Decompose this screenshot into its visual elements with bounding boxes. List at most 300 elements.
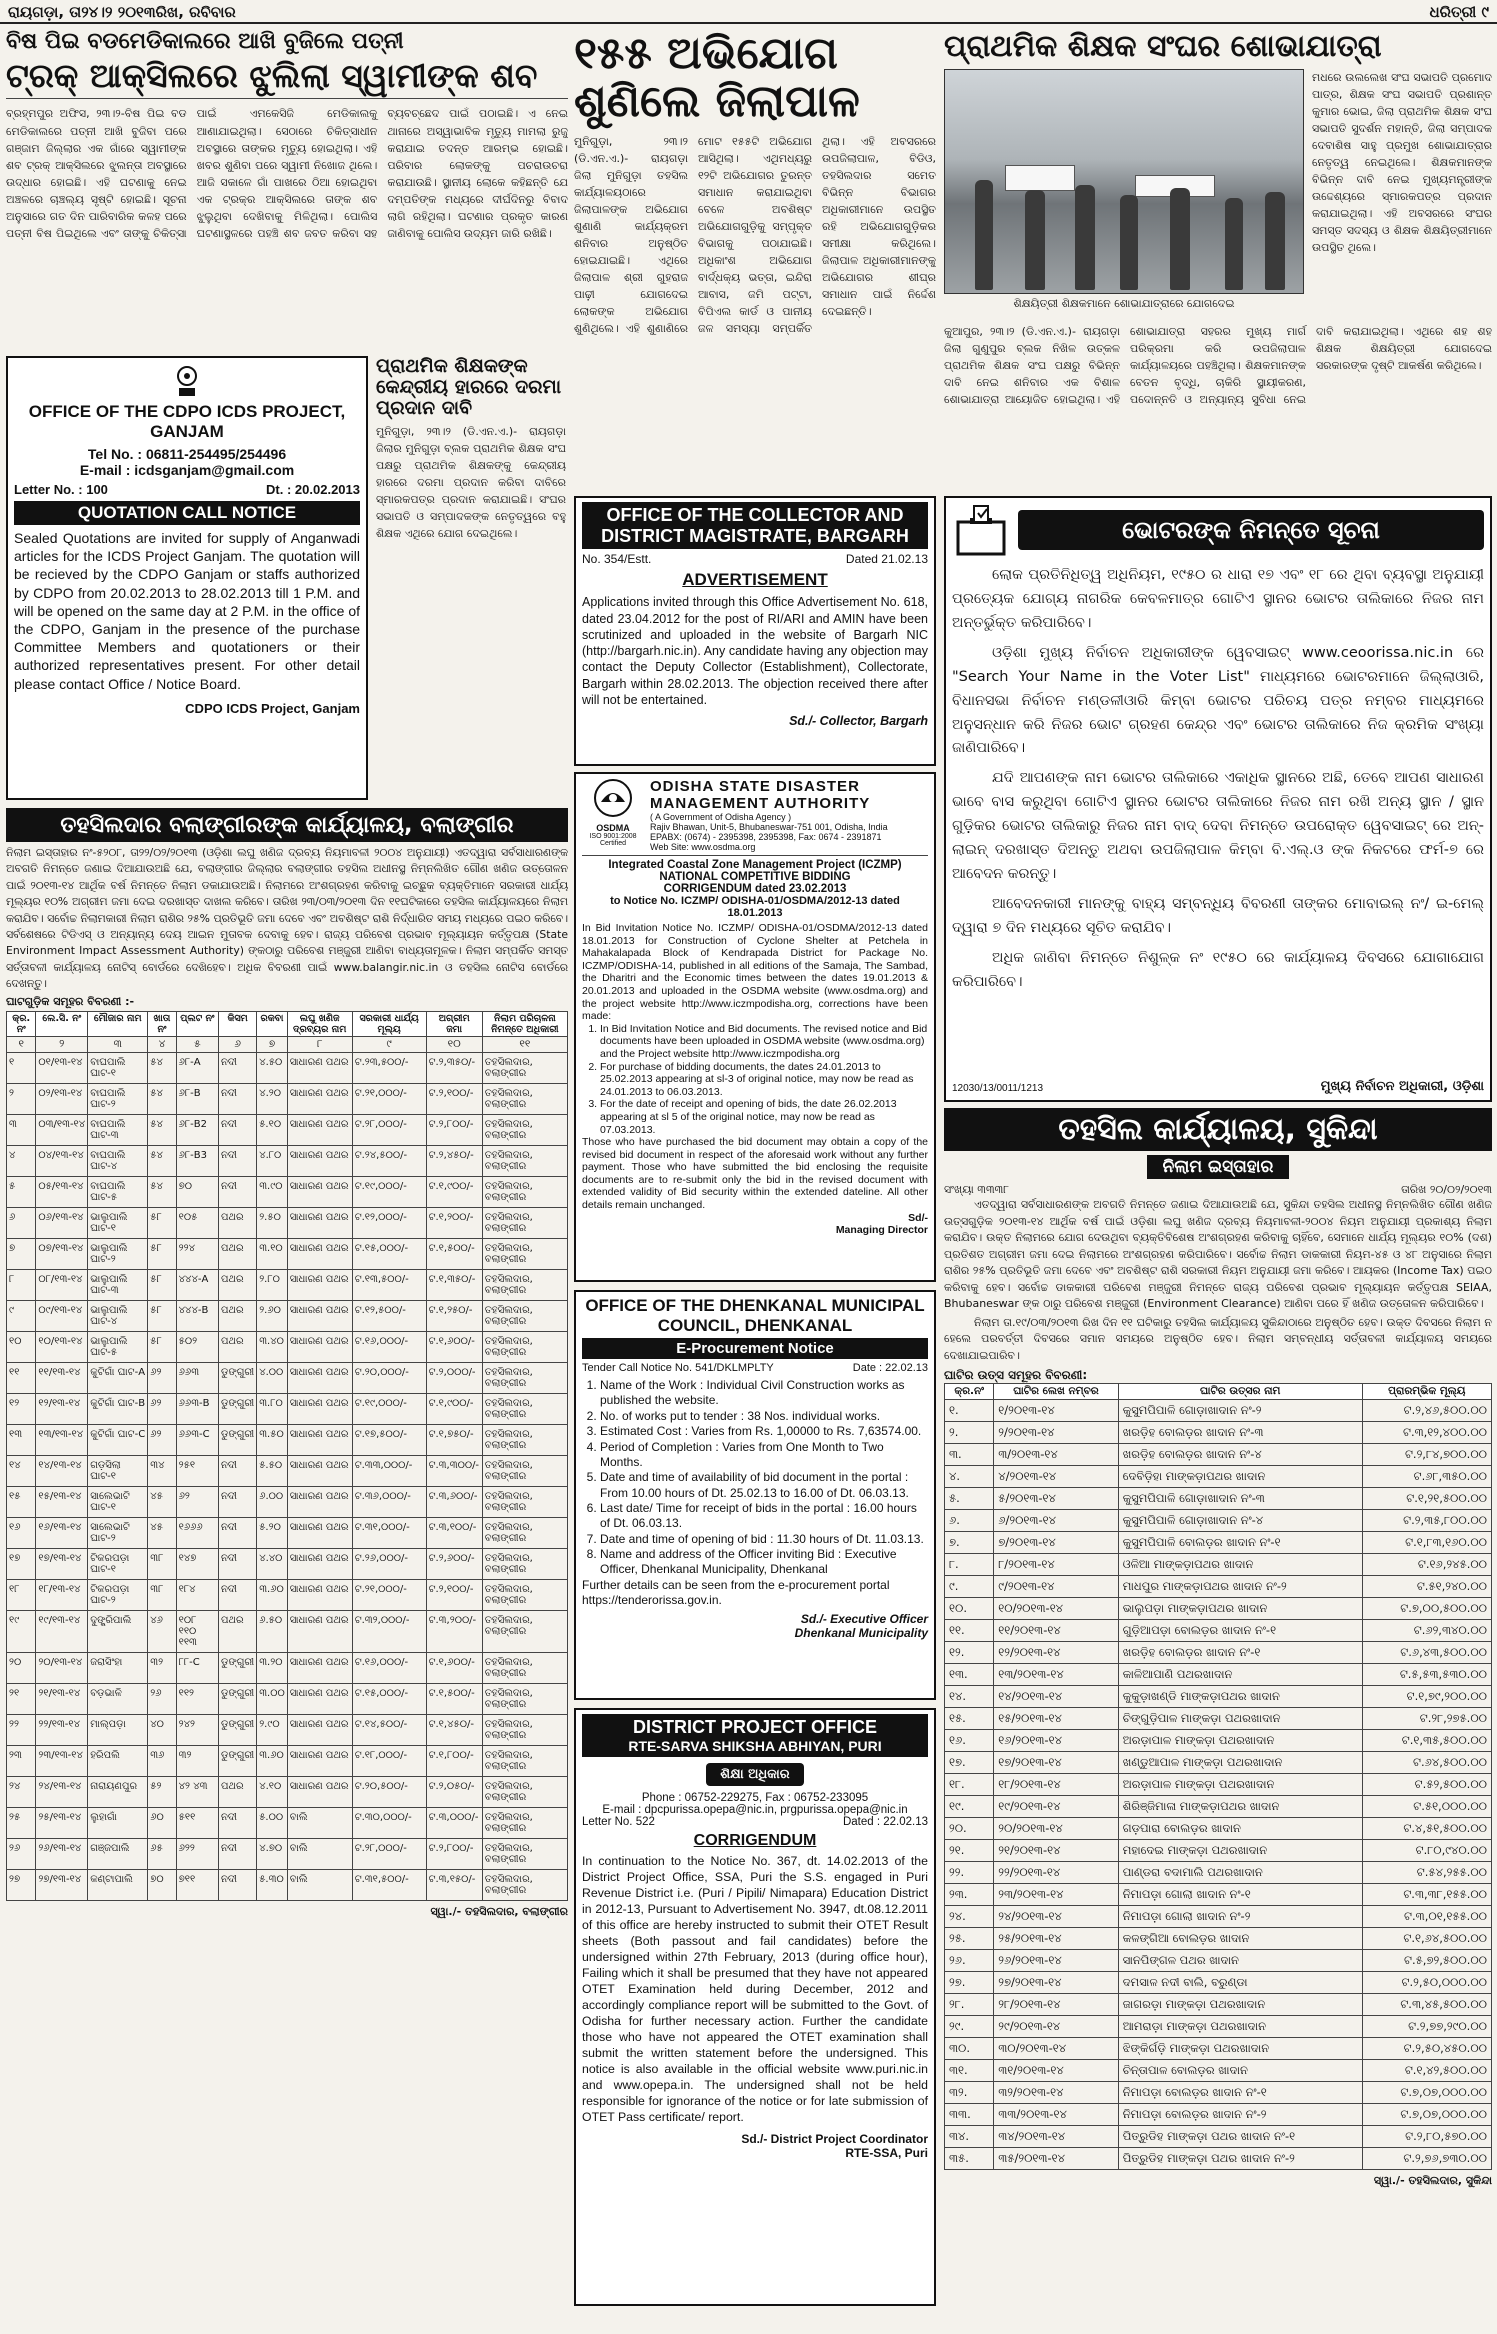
table-row [7,1424,568,1455]
dhenkanal-notice-bar: E-Procurement Notice [582,1338,928,1359]
table-cell: ୪/୨୦୧୩-୧୪ [994,1466,1118,1488]
table-cell: ଟ.୨,୭୭,୨୯୦.୦୦ [1362,2016,1491,2038]
table-cell: ଟ.୩,୩୦୦/- [426,1455,482,1486]
table-cell: ୧୫ [7,1486,36,1517]
table-cell: ୫୪ [148,1083,176,1114]
table-cell: ପାଣ୍ଡରା ବଦାମାଲି ପଥରଖାଦାନ [1118,1862,1362,1884]
table-cell: ଟ.୫୧,୦୦୦.୦୦ [1362,1796,1491,1818]
table-cell: ସାଧାରଣ ପଥର [287,1207,352,1238]
table-header: ପ୍ରାରମ୍ଭିକ ମୂଲ୍ୟ [1362,1384,1491,1400]
table-cell: ଭାଲୁପାଲି ଘାଟ-୪ [88,1300,148,1331]
table-cell: ମହାଦେଇ ମାଙ୍କଡ଼ା ପଥରଖାଦାନ [1118,1840,1362,1862]
table-cell: ୮ [7,1269,36,1300]
sukinda-subtitle: ନିଲାମ ଇସ୍ତାହାର [1147,1155,1290,1179]
table-cell: ୩.୫୦ [257,1424,288,1455]
table-cell: ୫୦୨ [176,1331,218,1362]
table-row [7,1114,568,1145]
table-cell: ୩.୬୦ [257,1745,288,1776]
table-cell: ଟ.୧୯,୦୦୦/- [352,1393,426,1424]
table-row [945,1796,1492,1818]
table-cell: ୧୫/୧୩-୧୪ [36,1486,88,1517]
table-cell: ୩.୮୦ [257,1393,288,1424]
table-cell: ୬ [7,1207,36,1238]
table-cell: ତହସିଲଦାର, ବଲାଙ୍ଗୀର [482,1869,567,1900]
table-cell: ୨୦/୧୩-୧୪ [36,1652,88,1683]
photo-caption: ଶିକ୍ଷୟିତ୍ରୀ ଶିକ୍ଷକମାନେ ଶୋଭାଯାତ୍ରାରେ ଯୋଗଦେଇ [1013,297,1235,310]
table-cell: ସାଧାରଣ ପଥର [287,1145,352,1176]
dpo-puri-corrigendum: DISTRICT PROJECT OFFICE RTE-SARVA SHIKSHA ABHIYAN, PURI ଶିକ୍ଷା ଅଧିକାର Phone : 06752-229275, Fax : 06752-233095 E-mail : dpcpurissa.opepa@nic.in, prgpurissa.opepa@nic.in Letter No. 522 Dated : 22.02.13 CORRIGENDUM In continuation to the Notice No. 367, dt. 14.02.2013 of the District Project Office, SSA, Puri the S.S. engaged in Puri Revenue District i.e. (Puri / Pipili/ Nimapara) Education District in 2012-13, Pursuant to Advertisement No. 3947, dt.08.12.2011 of this office are hereby instructed to submit their OTET Result sheets (Both passout and fail candidates) before the undersigned within 27th February, 2013 (during office hour), Failing which it shall be presumed that they have not appeared OTET Examination held during December, 2012 and accordingly compliance report will be submitted to the Govt. of Odisha for further necessary action. Further the candidate those who have not appeared the OTET examination shall submit the written statement before the undersigned. This notice is also available in the official website www.puri.nic.in and www.opepa.in. The undersigned shall not be held responsible for ignorance of the notice or for late submission of OTET Pass certificate/ report. Sd./- District Project Coordinator RTE-SSA, Puri [574,1708,936,2306]
table-cell: ସାନପିଙ୍ଗଳ ପଥର ଖାଦାନ [1118,1950,1362,1972]
table-cell: ୧୧୨ [176,1683,218,1714]
table-cell: ଟ.୨,୮୪,୭୦୦.୦୦ [1362,1444,1491,1466]
table-cell: ସାଧାରଣ ପଥର [287,1238,352,1269]
table-cell: ୧୮/୨୦୧୩-୧୪ [994,1774,1118,1796]
table-cell: ଟ.୩,୪୫,୫୦୦.୦୦ [1362,1994,1491,2016]
table-cell: ଟ.୨୦,୦୦୦/- [352,1362,426,1393]
table-cell: ସାଧାରଣ ପଥର [287,1300,352,1331]
table-cell: ସାଧାରଣ ପଥର [287,1776,352,1807]
table-cell: ଟିକରପଡ଼ା ଘାଟ-୧ [88,1548,148,1579]
table-cell: ଟ.୧,୩୫,୫୦୦.୦୦ [1362,1730,1491,1752]
page-number: ଧରିତ୍ରୀ ୯ [1429,3,1489,21]
table-cell: ୬୮-B3 [176,1145,218,1176]
table-cell: ୨୫ [7,1807,36,1838]
table-cell: ଖରଡ଼ିହ ବୋଲଡ଼ର ଖାଦାନ ନଂ-୪ [1118,1444,1362,1466]
table-cell: ନଦୀ [219,1838,257,1869]
story2-headline-2: ଶୁଣିଲେ ଜିଲାପାଳ [574,76,860,128]
table-cell: ବାଘପାଲି ଘାଟ-୪ [88,1145,148,1176]
dhenkanal-eprocurement: OFFICE OF THE DHENKANAL MUNICIPAL COUNCIL, DHENKANAL E-Procurement Notice Tender Call Notice No. 541/DKLMPLTY Date : 22.02.13 1. Name of the Work : Individual Civil Construction works as published the website. 2. No. of works put to tender : 38 Nos. individual works. 3. Estimated Cost : Varies from Rs. 1,00000 to Rs. 7,63574.00. 4. Period of Completion : Varies from One Month to Two Months. 5. Date and time of availability of bid document in the portal : From 10.00 hours of Dt. 25.02.13 to 16.00 of Dt. 06.03.13. 6. Last date/ Time for receipt of bids in the portal : 16.00 hours of Dt. 06.03.13. 7. Date and time of opening of bid : 11.30 hours of Dt. 11.03.13. 8. Name and address of the Officer inviting Bid : Executive Officer, Dhenkanal Municipality, Dhenkanal Further details can be seen from the e-procurement portal https://tenderorissa.gov.in. Sd./- Executive Officer Dhenkanal Municipality [574,1290,936,1700]
table-cell: ଝିଙ୍କିର୍ଗଡ଼ି ମାଙ୍କଡ଼ା ପଥରଖାଦାନ [1118,2038,1362,2060]
osdma-corrigendum: OSDMA ISO 9001:2008 Certified ODISHA STATE DISASTER MANAGEMENT AUTHORITY ( A Government of Odisha Agency ) Rajiv Bhawan, Unit-5, Bhubaneswar-751 001, Odisha, India EPABX: (0674) - 2395398, 2395398, Fax: 0674 - 2391871 Web Site: www.osdma.org Integrated Coastal Zone Management Project (ICZMP) NATIONAL COMPETITIVE BIDDING CORRIGENDUM dated 23.02.2013 to Notice No. ICZMP/ ODISHA-01/OSDMA/2012-13 dated 18.01.2013 In Bid Invitation Notice No. ICZMP/ ODISHA-01/OSDMA/2012-13 dated 18.01.2013 for Construction of Cyclone Shelter at Petchela in Mahakalapada Block of Kendrapada District for Package No. ICZMP/ODISHA-14, published in all editions of the Samaja, The Sambad, the Dharitri and the Economic times between the dates 19.01.2013 & 20.01.2013 and uploaded in the OSDMA website (www.osdma.org) and the project website http://www.iczmpodisha.org, corrections have been made: 1. In Bid Invitation Notice and Bid documents. The revised notice and Bid documents have been uploaded in OSDMA website (www.osdma.org) and the Project website http://www.iczmpodisha.org 2. For purchase of bidding documents, the dates 24.01.2013 to 25.02.2013 appearing at sl-3 of original notice, may now be read as 24.01.2013 to 06.03.2013. 3. For the date of receipt and opening of bids, the date 26.02.2013 appearing at sl 5 of the original notice, may now be read as 07.03.2013. Those who have purchased the bid document may obtain a copy of the revised bid document in respect of the aforesaid work without any further payment. Those who have submitted the bid enclosing the requisite documents are to re-submit only the bid in the revised document with extended validity of Bid security within the extended dateline. All other details remain unchanged. Sd/- Managing Director [574,772,936,1282]
table-cell: ୭ [7,1238,36,1269]
table-cell: ବାଘପାଲି ଘାଟ-୧ [88,1052,148,1083]
table-cell: ୩୪/୨୦୧୩-୧୪ [994,2126,1118,2148]
table-cell: ହରିପଲି [88,1745,148,1776]
table-cell: ୩୦. [945,2038,994,2060]
list-item: 3. Estimated Cost : Varies from Rs. 1,00000 to Rs. 7,63574.00. [600,1424,928,1439]
table-cell: ସାଧାରଣ ପଥର [287,1083,352,1114]
table-cell: ଟ.୨,୬୦୦/- [426,1548,482,1579]
table-cell: ୪୫ [148,1517,176,1548]
table-cell: ୬୨ [148,1393,176,1424]
table-cell: ଟ.୬୪,୫୦୦.୦୦ [1362,1752,1491,1774]
table-cell: ୧୮୪ [176,1579,218,1610]
table-cell: ଟ.୧,୮୩,୧୬୦.୦୦ [1362,1532,1491,1554]
table-cell: ୪୪୪-A [176,1269,218,1300]
table-cell: ସାଧାରଣ ପଥର [287,1486,352,1517]
table-cell: ଟ.୧,୮୦୦/- [426,1745,482,1776]
table-cell: ତହସିଲଦାର, ବଲାଙ୍ଗୀର [482,1548,567,1579]
table-cell: ଟ.୧,୬୪,୫୦୦.୦୦ [1362,1928,1491,1950]
table-cell: ୨ [7,1083,36,1114]
table-row [7,1548,568,1579]
table-cell: ୩୪ [148,1455,176,1486]
table-cell: ଗୁଡ଼ିଆପଡ଼ା ବୋଲଡ଼ର ଖାଦାନ ନଂ-୧ [1118,1620,1362,1642]
table-cell: ୧୧ [7,1362,36,1393]
table-cell: ୧୦/୨୦୧୩-୧୪ [994,1598,1118,1620]
table-cell: ୩୮ [148,1548,176,1579]
table-row [7,1683,568,1714]
table-row [945,1708,1492,1730]
table-cell: ଟ.୧,୪୫୦/- [426,1714,482,1745]
collector-date: Dated 21.02.13 [845,552,928,567]
table-cell: ୨୭. [945,1972,994,1994]
dpo-title-2: RTE-SARVA SHIKSHA ABHIYAN, PURI [628,1737,882,1754]
table-cell: ବାଲି [287,1807,352,1838]
table-row [7,1517,568,1548]
table-cell: ନଦୀ [219,1579,257,1610]
table-cell: ନଦୀ [219,1455,257,1486]
table-cell: ୨୪ [7,1776,36,1807]
table-cell: ୪.୦୦ [257,1362,288,1393]
table-cell: ୧୨ [7,1393,36,1424]
table-cell: ୧୬/୨୦୧୩-୧୪ [994,1730,1118,1752]
table-cell: ଟ.୨,୮୦୦/- [426,1838,482,1869]
list-item: 6. Last date/ Time for receipt of bids in the portal : 16.00 hours of Dt. 06.03.13. [600,1501,928,1532]
table-cell: ଭାଲୁପାଲି ଘାଟ-୨ [88,1238,148,1269]
table-row [945,1400,1492,1422]
table-cell: ୦୩/୧୩-୧୪ [36,1114,88,1145]
table-cell: ତହସିଲଦାର, ବଲାଙ୍ଗୀର [482,1714,567,1745]
table-row [945,2038,1492,2060]
column-number: ୨ [36,1036,88,1052]
cdpo-body: Sealed Quotations are invited for supply of Anganwadi articles for the ICDS Project Ganjam. The quotation will be recieved by the CDPO Ganjam or staffs authorized by CDPO from 20.02.2013 to 28.02.2013 till 1 P.M. and will be opened on the same day at 2 P.M. in the office of the CDPO, Ganjam in the presence of the purchase Committee Members and quotationers or their authorized representatives present. For other detail please contact Office / Notice Board. [14,530,360,692]
table-cell: ସାଧାରଣ ପଥର [287,1579,352,1610]
story-truck-axle [6,30,568,352]
table-header: କ୍ର.ନଂ [945,1384,994,1400]
column-number: ୬ [219,1036,257,1052]
table-cell: ୫୨ [148,1776,176,1807]
table-row [945,2060,1492,2082]
table-cell: ଟ.୨,୧୦୦/- [426,1083,482,1114]
table-cell: ଟ.୧,୬୦୦/- [426,1652,482,1683]
table-cell: ପଥର [219,1776,257,1807]
table-row [945,1774,1492,1796]
table-cell: ୧୩/୧୩-୧୪ [36,1424,88,1455]
osdma-items [582,1023,928,1136]
osdma-org-2: MANAGEMENT AUTHORITY [650,795,871,812]
table-cell: ୨୨/୨୦୧୩-୧୪ [994,1862,1118,1884]
table-cell: ଟ.୧୨,୦୦୦/- [352,1207,426,1238]
table-cell: ସାଧାରଣ ପଥର [287,1424,352,1455]
table-cell: ତହସିଲଦାର, ବଲାଙ୍ଗୀର [482,1052,567,1083]
table-row [945,1752,1492,1774]
table-cell: ଟ.୧୩,୫୦୦/- [352,1269,426,1300]
table-cell: ୩ [7,1114,36,1145]
table-cell: ସାଧାରଣ ପଥର [287,1610,352,1652]
table-cell: ପିତ୍ରୁଡିହ ମାଙ୍କଡ଼ା ପଥର ଖାଦାନ ନଂ-୨ [1118,2148,1362,2170]
table-header: ଖାତା ନଂ [148,1011,176,1036]
column-number: ୫ [176,1036,218,1052]
table-cell: ୬୦ [148,1807,176,1838]
table-cell: ୧୯. [945,1796,994,1818]
table-header: କିସମ [219,1011,257,1036]
table-cell: ୩/୨୦୧୩-୧୪ [994,1444,1118,1466]
table-cell: ବାଲି [287,1838,352,1869]
table-cell: ଟ.୨୩,୫୦୦/- [352,1052,426,1083]
table-cell: ୫୮ [148,1331,176,1362]
table-cell: ୩.୧୦ [257,1238,288,1269]
table-cell: ୫.୫୦ [257,1455,288,1486]
dhenkanal-items [582,1378,928,1578]
table-cell: ତହସିଲଦାର, ବଲାଙ୍ଗୀର [482,1610,567,1652]
table-cell: ୪୦ [148,1714,176,1745]
list-item: 1. Name of the Work : Individual Civil Construction works as published the website. [600,1378,928,1409]
table-cell: ୬୮-B [176,1083,218,1114]
table-cell: ନଦୀ [219,1083,257,1114]
table-cell: ୫.୩୦ [257,1869,288,1900]
table-cell: ୩୧. [945,2060,994,2082]
table-cell: ୦୫/୧୩-୧୪ [36,1176,88,1207]
table-cell: ଭାଲୁପାଲି ଘାଟ-୫ [88,1331,148,1362]
table-row [7,1838,568,1869]
story3-headline: ପ୍ରାଥମିକ ଶିକ୍ଷକ ସଂଘର ଶୋଭାଯାତ୍ରା [944,29,1382,64]
table-cell: ୧୪/୧୩-୧୪ [36,1455,88,1486]
table-cell: ୧୪/୨୦୧୩-୧୪ [994,1686,1118,1708]
cdpo-letter: Letter No. : 100 [14,482,108,497]
table-cell: ୧୮. [945,1774,994,1796]
table-row [945,2016,1492,2038]
table-cell: ନଦୀ [219,1548,257,1579]
table-cell: ନଦୀ [219,1145,257,1176]
balangir-auction-notice: ତହସିଲଦାର ବଲାଙ୍ଗୀରଙ୍କ କାର୍ଯ୍ୟାଳୟ, ବଲାଙ୍ଗୀର ନିଲାମ ଇସ୍ତାହାର ନଂ-୫୨୦୮, ତା୨୨/୦୨/୨୦୧୩ (ଓଡ଼ିଶା ଲଘୁ ଖଣିଜ ଦ୍ରବ୍ୟ ନିୟମାବଳୀ ୨୦୦୪ ଅନୁଯାୟୀ) ଏତଦ୍ୱାରା ସର୍ବସାଧାରଣଙ୍କ ଅବଗତି ନିମନ୍ତେ ଜଣାଇ ଦିଆଯାଉଅଛି ଯେ, ବଲାଙ୍ଗୀର ଜିଲ୍ଲାର ବଲାଙ୍ଗୀର ତହସିଲ ଅଧୀନସ୍ଥ ନିମ୍ନଲିଖିତ ଗୌଣ ଖଣିଜ ଉତ୍ତୋଳନ ପାଇଁ ୨୦୧୩-୧୪ ଆର୍ଥିକ ବର୍ଷ ନିମନ୍ତେ ନିଲାମ ଡକାଯାଉଅଛି। ନିଲାମରେ ଅଂଶଗ୍ରହଣ କରିବାକୁ ଇଚ୍ଛୁକ ବ୍ୟକ୍ତିମାନେ ସରକାରୀ ଧାର୍ଯ୍ୟ ମୂଲ୍ୟର ୧୦% ଅଗ୍ରୀମ ଜମା ଦେଇ ଦରଖାସ୍ତ ଦାଖଲ କରିବେ। ତାରିଖ ୨୩/୦୩/୨୦୧୩ ଦିନ ୧୧ଘଟିକାରେ ତହସିଲ କାର୍ଯ୍ୟାଳୟରେ ନିଲାମ କରାଯିବ। ସର୍ବୋଚ୍ଚ ନିଲାମକାରୀ ନିଲାମ ରାଶିର ୨୫% ପ୍ରତିଭୂତି ଜମା ଦେବେ ଏବଂ ଅବଶିଷ୍ଟ ରାଶି ନିର୍ଦ୍ଧାରିତ ସମୟ ମଧ୍ୟରେ ପଇଠ କରିବେ। ସର୍ବଶେଷରେ ଟିଡିଏସ୍ ଓ ଅନ୍ୟାନ୍ୟ ଦେୟ ଆଇନ ମୁତାବକ ଦେବାକୁ ହେବ। ରାଜ୍ୟ ପରିବେଶ ପ୍ରଭାବ ମୂଲ୍ୟାୟନ କର୍ତ୍ତୃପକ୍ଷ (State Environment Impact Assessment Authority) ଙ୍କଠାରୁ ପରିବେଶ ମଞ୍ଜୁରୀ ଆଣିବା ବାଧ୍ୟତାମୂଳକ। ନିଲାମ ସମ୍ପର୍କିତ ସମସ୍ତ ସର୍ତ୍ତାବଳୀ କାର୍ଯ୍ୟାଳୟ ନୋଟିସ୍ ବୋର୍ଡରେ ଦେଖିହେବ। ଅଧିକ ବିବରଣୀ ପାଇଁ www.balangir.nic.in ଓ ତହସିଲ ନୋଟିସ ବୋର୍ଡରେ ଦେଖନ୍ତୁ। ଘାଟଗୁଡ଼ିକ ସମୂହର ବିବରଣୀ :- କ୍ର. ନଂ ଲେ.ସି. ନଂ ମୌଜାର ନାମ ଖାତା ନଂ ପ୍ଲଟ ନଂ କିସମ ରକବା ଲଘୁ ଖଣିଜ ଦ୍ରବ୍ୟର ନାମ ସରକାରୀ ଧାର୍ଯ୍ୟ ମୂଲ୍ୟ ଅଗ୍ରୀମ ଜମା ନିଲାମ ପରିଚାଳନା ନିମନ୍ତେ ଅଧିକାରୀ ୧ ୨ ୩ ୪ ୫ ୬ ୭ ୮ ୯ ୧୦ ୧୧ ୧ ୦୧/୧୩-୧୪ ବାଘପାଲି ଘାଟ-୧ ୫୪ ୬୮-A ନଦୀ ୪.୫୦ ସାଧାରଣ ପଥର ଟ.୨୩,୫୦୦/- ଟ.୨,୩୫୦/- ତହସିଲଦାର, ବଲାଙ୍ଗୀର ୨ ୦୨/୧୩-୧୪ ବାଘପାଲି ଘାଟ-୨ ୫୪ ୬୮-B ନଦୀ ୪.୨୦ ସାଧାରଣ ପଥର ଟ.୨୧,୦୦୦/- ଟ.୨,୧୦୦/- ତହସିଲଦାର, ବଲାଙ୍ଗୀର ୩ ୦୩/୧୩-୧୪ ବାଘପାଲି ଘାଟ-୩ ୫୪ ୬୮-B2 ନଦୀ ୫.୧୦ ସାଧାରଣ ପଥର ଟ.୨୮,୦୦୦/- ଟ.୨,୮୦୦/- ତହସିଲଦାର, ବଲାଙ୍ଗୀର ୪ ୦୪/୧୩-୧୪ ବାଘପାଲି ଘାଟ-୪ ୫୪ ୬୮-B3 ନଦୀ ୪.୮୦ ସାଧାରଣ ପଥର ଟ.୨୪,୫୦୦/- ଟ.୨,୪୫୦/- ତହସିଲଦାର, ବଲାଙ୍ଗୀର ୫ ୦୫/୧୩-୧୪ ବାଘପାଲି ଘାଟ-୫ ୫୪ ୭୦ ନଦୀ ୩.୯୦ ସାଧାରଣ ପଥର ଟ.୧୯,୦୦୦/- ଟ.୧,୯୦୦/- ତହସିଲଦାର, ବଲାଙ୍ଗୀର ୬ ୦୬/୧୩-୧୪ ଭାଲୁପାଲି ଘାଟ-୧ ୫୮ ୧୦୫ ପଥର ୨.୫୦ ସାଧାରଣ ପଥର ଟ.୧୨,୦୦୦/- ଟ.୧,୨୦୦/- ତହସିଲଦାର, ବଲାଙ୍ଗୀର ୭ ୦୭/୧୩-୧୪ ଭାଲୁପାଲି ଘାଟ-୨ ୫୮ ୨୨୪ ପଥର ୩.୧୦ ସାଧାରଣ ପଥର ଟ.୧୫,୦୦୦/- ଟ.୧,୫୦୦/- ତହସିଲଦାର, ବଲାଙ୍ଗୀର ୮ ୦୮/୧୩-୧୪ ଭାଲୁପାଲି ଘାଟ-୩ ୫୮ ୪୪୪-A ପଥର ୨.୮୦ ସାଧାରଣ ପଥର ଟ.୧୩,୫୦୦/- ଟ.୧,୩୫୦/- ତହସିଲଦାର, ବଲାଙ୍ଗୀର ୯ ୦୯/୧୩-୧୪ ଭାଲୁପାଲି ଘାଟ-୪ ୫୮ ୪୪୪-B ପଥର ୨.୬୦ ସାଧାରଣ ପଥର ଟ.୧୨,୫୦୦/- ଟ.୧,୨୫୦/- ତହସିଲଦାର, ବଲାଙ୍ଗୀର ୧୦ ୧୦/୧୩-୧୪ ଭାଲୁପାଲି ଘାଟ-୫ ୫୮ ୫୦୨ ପଥର ୩.୪୦ ସାଧାରଣ ପଥର ଟ.୧୬,୦୦୦/- ଟ.୧,୬୦୦/- ତହସିଲଦାର, ବଲାଙ୍ଗୀର ୧୧ ୧୧/୧୩-୧୪ କୁଟିଗାଁ ଘାଟ-A ୬୨ ୬୬୩ ଡୁଙ୍ଗୁରୀ ୪.୦୦ ସାଧାରଣ ପଥର ଟ.୨୦,୦୦୦/- ଟ.୨,୦୦୦/- ତହସିଲଦାର, ବଲାଙ୍ଗୀର ୧୨ ୧୨/୧୩-୧୪ କୁଟିଗାଁ ଘାଟ-B ୬୨ ୬୬୩-B ଡୁଙ୍ଗୁରୀ ୩.୮୦ ସାଧାରଣ ପଥର ଟ.୧୯,୦୦୦/- ଟ.୧,୯୦୦/- ତହସିଲଦାର, ବଲାଙ୍ଗୀର ୧୩ ୧୩/୧୩-୧୪ କୁଟିଗାଁ ଘାଟ-C ୬୨ ୬୬୩-C ଡୁଙ୍ଗୁରୀ ୩.୫୦ ସାଧାରଣ ପଥର ଟ.୧୭,୫୦୦/- ଟ.୧,୭୫୦/- ତହସିଲଦାର, ବଲାଙ୍ଗୀର ୧୪ ୧୪/୧୩-୧୪ ଗଡ଼ସିଲା ଘାଟ-୧ ୩୪ ୨୫୧ ନଦୀ ୫.୫୦ ସାଧାରଣ ପଥର ଟ.୩୩,୦୦୦/- ଟ.୩,୩୦୦/- ତହସିଲଦାର, ବଲାଙ୍ଗୀର ୧୫ ୧୫/୧୩-୧୪ ସାଲେଭାଟି ଘାଟ-୧ ୪୫ ୬୨ ନଦୀ ୬.୦୦ ସାଧାରଣ ପଥର ଟ.୩୬,୦୦୦/- ଟ.୩,୬୦୦/- ତହସିଲଦାର, ବଲାଙ୍ଗୀର ୧୬ ୧୬/୧୩-୧୪ ସାଲେଭାଟି ଘାଟ-୨ ୪୫ ୧୬୬୬ ନଦୀ ୫.୨୦ ସାଧାରଣ ପଥର ଟ.୩୧,୦୦୦/- ଟ.୩,୧୦୦/- ତହସିଲଦାର, ବଲାଙ୍ଗୀର ୧୭ ୧୭/୧୩-୧୪ ଟିକରପଡ଼ା ଘାଟ-୧ ୩୮ ୧୪୭ ନଦୀ ୪.୪୦ ସାଧାରଣ ପଥର ଟ.୨୬,୦୦୦/- ଟ.୨,୬୦୦/- ତହସିଲଦାର, ବଲାଙ୍ଗୀର ୧୮ ୧୮/୧୩-୧୪ ଟିକରପଡ଼ା ଘାଟ-୨ ୩୮ ୧୮୪ ନଦୀ ୩.୬୦ ସାଧାରଣ ପଥର ଟ.୨୧,୦୦୦/- ଟ.୨,୧୦୦/- ତହସିଲଦାର, ବଲାଙ୍ଗୀର ୧୯ ୧୯/୧୩-୧୪ ଦୁଙ୍ଗ୍ରିପାଲି ୪୬ ୧୦୮ ୧୧୦ ୧୧୩ ପଥର ୬.୫୦ ସାଧାରଣ ପଥର ଟ.୩୨,୦୦୦/- ଟ.୩,୨୦୦/- ତହସିଲଦାର, ବଲାଙ୍ଗୀର ୨୦ ୨୦/୧୩-୧୪ ଜରାସିଂହା ୩୨ ୮୮-C ଡୁଙ୍ଗୁରୀ ୩.୨୦ ସାଧାରଣ ପଥର ଟ.୧୬,୦୦୦/- ଟ.୧,୬୦୦/- ତହସିଲଦାର, ବଲାଙ୍ଗୀର ୨୧ ୨୧/୧୩-୧୪ ବଡ଼ଭାଳି ୨୬ ୧୧୨ ଡୁଙ୍ଗୁରୀ ୩.୦୦ ସାଧାରଣ ପଥର ଟ.୧୫,୦୦୦/- ଟ.୧,୫୦୦/- ତହସିଲଦାର, ବଲାଙ୍ଗୀର ୨୨ ୨୨/୧୩-୧୪ ମାଲ୍ପଡ଼ା ୪୦ ୨୪୨ ଡୁଙ୍ଗୁରୀ ୨.୯୦ ସାଧାରଣ ପଥର ଟ.୧୪,୫୦୦/- ଟ.୧,୪୫୦/- ତହସିଲଦାର, ବଲାଙ୍ଗୀର ୨୩ ୨୩/୧୩-୧୪ ହରିପଲି ୩୬ ୩୨ ଡୁଙ୍ଗୁରୀ ୩.୬୦ ସାଧାରଣ ପଥର ଟ.୧୮,୦୦୦/- ଟ.୧,୮୦୦/- ତହସିଲଦାର, ବଲାଙ୍ଗୀର ୨୪ ୨୪/୧୩-୧୪ ନାରାୟଣପୁର ୫୨ ୪୨ ୪୩ ପଥର ୪.୧୦ ସାଧାରଣ ପଥର ଟ.୨୦,୫୦୦/- ଟ.୨,୦୫୦/- ତହସିଲଦାର, ବଲାଙ୍ଗୀର ୨୫ ୨୫/୧୩-୧୪ ଲୁହାଗାଁ ୬୦ ୫୧୧ ନଦୀ ୫.୦୦ ବାଲି ଟ.୩୦,୦୦୦/- ଟ.୩,୦୦୦/- ତହସିଲଦାର, ବଲାଙ୍ଗୀର ୨୬ ୨୬/୧୩-୧୪ ଗଞ୍ଜପାଲି ୬୫ ୬୨୨ ନଦୀ ୪.୭୦ ବାଲି ଟ.୨୮,୦୦୦/- ଟ.୨,୮୦୦/- ତହସିଲଦାର, ବଲାଙ୍ଗୀର ୨୭ ୨୭/୧୩-୧୪ କଣ୍ଟାପାଲି ୭୦ ୭୧୧ ନଦୀ ୫.୩୦ ବାଲି ଟ.୩୧,୫୦୦/- ଟ.୩,୧୫୦/- ତହସିଲଦାର, ବଲାଙ୍ଗୀର ସ୍ୱା./- ତହସିଲଦାର, ବଲାଙ୍ଗୀର [6,808,568,2314]
table-cell: ୩୨ [176,1745,218,1776]
table-cell: ସାଧାରଣ ପଥର [287,1114,352,1145]
table-cell: ୧୨/୨୦୧୩-୧୪ [994,1642,1118,1664]
sukinda-table [944,1383,1492,2170]
table-cell: ତହସିଲଦାର, ବଲାଙ୍ଗୀର [482,1207,567,1238]
table-cell: ୨୫୧ [176,1455,218,1486]
table-row [945,1664,1492,1686]
table-cell: ୩.୬୦ [257,1579,288,1610]
table-cell: କୁସୁମପିପାଳି ଗୋଡ଼ାଖାଦାନ ନଂ-୪ [1118,1510,1362,1532]
table-cell: ଟ.୩,୩୮,୧୫୫.୦୦ [1362,1884,1491,1906]
table-cell: ୪ [7,1145,36,1176]
table-cell: କାଳିଆପାଣି ପଥରଖାଦାନ [1118,1664,1362,1686]
table-cell: ୧୬/୧୩-୧୪ [36,1517,88,1548]
table-cell: ଟ.୨୧,୦୦୦/- [352,1083,426,1114]
table-cell: ସାଧାରଣ ପଥର [287,1517,352,1548]
table-cell: ୬୨ [148,1362,176,1393]
story-headline: ଟ୍ରକ୍ ଆକ୍ସିଲରେ ଝୁଲିଲା ସ୍ୱାମୀଙ୍କ ଶବ [6,58,568,99]
table-cell: ୨୧/୨୦୧୩-୧୪ [994,1840,1118,1862]
table-cell: ୩.୨୦ [257,1652,288,1683]
table-row [945,1730,1492,1752]
table-cell: ୨୧/୧୩-୧୪ [36,1683,88,1714]
table-cell: ୨୦/୨୦୧୩-୧୪ [994,1818,1118,1840]
table-cell: ଟ.୨୦,୫୦୦/- [352,1776,426,1807]
table-cell: ନିମାପଡ଼ା ଗୋଲା ଖାଦାନ ନଂ-୧ [1118,1884,1362,1906]
table-cell: ଟ.୩,୧୨,୪୦୦.୦୦ [1362,1422,1491,1444]
table-cell: ୨୩. [945,1884,994,1906]
table-cell: ୫.୧୦ [257,1114,288,1145]
table-cell: ଟ.୧୫,୦୦୦/- [352,1683,426,1714]
table-row [945,1642,1492,1664]
list-item: 5. Date and time of availability of bid document in the portal : From 10.00 hours of Dt. 25.02.13 to 16.00 of Dt. 06.03.13. [600,1470,928,1501]
table-cell: ଟ.୨,୪୫୦/- [426,1145,482,1176]
sukinda-auction-notice: ତହସିଲ କାର୍ଯ୍ୟାଳୟ, ସୁକିନ୍ଦା ନିଲାମ ଇସ୍ତାହାର ସଂଖ୍ୟା ୩୩୩୮ ତାରିଖ ୨୦/୦୨/୨୦୧୩ ଏତଦ୍ୱାରା ସର୍ବସାଧାରଣଙ୍କ ଅବଗତି ନିମନ୍ତେ ଜଣାଇ ଦିଆଯାଉଅଛି ଯେ, ସୁକିନ୍ଦା ତହସିଲ ଅଧୀନସ୍ଥ ନିମ୍ନଲିଖିତ ଗୌଣ ଖଣିଜ ଉତ୍ସଗୁଡ଼ିକ ୨୦୧୩-୧୪ ଆର୍ଥିକ ବର୍ଷ ପାଇଁ ଓଡ଼ିଶା ଲଘୁ ଖଣିଜ ଦ୍ରବ୍ୟ ନିୟମାବଳୀ-୨୦୦୪ ନିୟମ ଅନୁଯାୟୀ ପ୍ରକାଶ୍ୟ ନିଲାମ କରାଯିବ। ଉକ୍ତ ନିଲାମରେ ଯୋଗ ଦେଉଥିବା ବ୍ୟକ୍ତିବିଶେଷ ଅଂଶଗ୍ରହଣ କରିବାକୁ ଚାହିଁବେ, ସେମାନେ ଧାର୍ଯ୍ୟ ମୂଲ୍ୟର ୧୦% (ଦଶ) ପ୍ରତିଶତ ଅଗ୍ରୀମ ଜମା ଦେଇ ନିଲାମରେ ଅଂଶଗ୍ରହଣ କରିପାରିବେ। ସର୍ବୋଚ୍ଚ ନିଲାମ ଡାକକାରୀ ନିୟମ-୪୫ ଓ ୪୮ ଅନୁସାରେ ନିଲାମ ରାଶିର ୨୫% ପ୍ରତିଭୂତି ଜମା ଦେବେ ଏବଂ ଅବଶିଷ୍ଟ ରାଶି ସରକାରୀ ନିୟମ ଅନୁଯାୟୀ ଜମା କରିବେ। ଆୟକର (Income Tax) ପଇଠ କରିବାକୁ ହେବ। ସର୍ବୋଚ୍ଚ ଡାକକାରୀ ପରିବେଶ ମଞ୍ଜୁରୀ ନିମନ୍ତେ ରାଜ୍ୟ ପରିବେଶ ପ୍ରଭାବ ମୂଲ୍ୟାୟନ କର୍ତ୍ତୃପକ୍ଷ SEIAA, Bhubaneswar ଙ୍କ ଠାରୁ ପରିବେଶ ମଞ୍ଜୁରୀ (Environment Clearance) ଆଣିବା ପରେ ହିଁ ଖଣିଜ ଉତ୍ତୋଳନ କରିପାରିବେ। ନିଲାମ ତା.୧୯/୦୩/୨୦୧୩ ରିଖ ଦିନ ୧୧ ଘଟିକାରୁ ତହସିଲ କାର୍ଯ୍ୟାଳୟ ସୁକିନ୍ଦାଠାରେ ଅନୁଷ୍ଠିତ ହେବ। ଉକ୍ତ ଦିବସରେ ନିଲାମ ନ ହେଲେ ପରବର୍ତ୍ତୀ ଦିବସରେ ସମାନ ସମୟରେ ଅନୁଷ୍ଠିତ ହେବ। ନିଲାମ ସମ୍ବନ୍ଧୀୟ ସର୍ତ୍ତାବଳୀ କାର୍ଯ୍ୟାଳୟ ସମୟରେ ଦେଖାଯାଇପାରିବ। ଘାଟିର ଉତ୍ସ ସମୂହର ବିବରଣୀ: କ୍ର.ନଂ ଘାଟିର ଲେଖ ନମ୍ବର ଘାଟିର ଉତ୍ସର ନାମ ପ୍ରାରମ୍ଭିକ ମୂଲ୍ୟ ୧. ୧/୨୦୧୩-୧୪ କୁସୁମପିପାଳି ଗୋଡ଼ାଖାଦାନ ନଂ-୨ ଟ.୨,୪୬,୫୦୦.୦୦ ୨. ୨/୨୦୧୩-୧୪ ଖରଡ଼ିହ ବୋଲଡ଼ର ଖାଦାନ ନଂ-୩ ଟ.୩,୧୨,୪୦୦.୦୦ ୩. ୩/୨୦୧୩-୧୪ ଖରଡ଼ିହ ବୋଲଡ଼ର ଖାଦାନ ନଂ-୪ ଟ.୨,୮୪,୭୦୦.୦୦ ୪. ୪/୨୦୧୩-୧୪ ଦେବିଡ଼ିହା ମାଙ୍କଡ଼ାପଥର ଖାଦାନ ଟ.୬୮,୩୫୦.୦୦ ୫. ୫/୨୦୧୩-୧୪ କୁସୁମପିପାଳି ଗୋଡ଼ାଖାଦାନ ନଂ-୩ ଟ.୧,୨୧,୫୦୦.୦୦ ୬. ୬/୨୦୧୩-୧୪ କୁସୁମପିପାଳି ଗୋଡ଼ାଖାଦାନ ନଂ-୪ ଟ.୨,୩୫,୮୦୦.୦୦ ୭. ୭/୨୦୧୩-୧୪ କୁସୁମପିପାଳି ବୋଲଡ଼ର ଖାଦାନ ନଂ-୧ ଟ.୧,୮୩,୧୬୦.୦୦ ୮. ୮/୨୦୧୩-୧୪ ଓଳିଆ ମାଙ୍କଡ଼ାପଥର ଖାଦାନ ଟ.୧୬,୨୪୫.୦୦ ୯. ୯/୨୦୧୩-୧୪ ମାଧପୁର ମାଙ୍କଡ଼ାପଥର ଖାଦାନ ନଂ-୨ ଟ.୫୧,୨୪୦.୦୦ ୧୦. ୧୦/୨୦୧୩-୧୪ ଭାଲୁପଡ଼ା ମାଙ୍କଡ଼ାପଥର ଖାଦାନ ଟ.୭,୦୦,୫୦୦.୦୦ ୧୧. ୧୧/୨୦୧୩-୧୪ ଗୁଡ଼ିଆପଡ଼ା ବୋଲଡ଼ର ଖାଦାନ ନଂ-୧ ଟ.୬୨,୩୪୦.୦୦ ୧୨. ୧୨/୨୦୧୩-୧୪ ଖରଡ଼ିହ ବୋଲଡ଼ର ଖାଦାନ ନଂ-୧ ଟ.୬,୪୩,୫୦୦.୦୦ ୧୩. ୧୩/୨୦୧୩-୧୪ କାଳିଆପାଣି ପଥରଖାଦାନ ଟ.୫,୫୩,୫୩୦.୦୦ ୧୪. ୧୪/୨୦୧୩-୧୪ କୁକୁଡ଼ାଖଣ୍ଡି ମାଙ୍କଡ଼ାପଥର ଖାଦାନ ଟ.୧,୭୯,୨୦୦.୦୦ ୧୫. ୧୫/୨୦୧୩-୧୪ ଚିଙ୍ଗୁଡ଼ିପାଳ ମାଙ୍କଡ଼ା ପଥରଖାଦାନ ଟ.୨୮,୨୭୫.୦୦ ୧୬. ୧୬/୨୦୧୩-୧୪ ଅରଡ଼ାପାଳ ମାଙ୍କଡ଼ା ପଥରଖାଦାନ ଟ.୧,୩୫,୫୦୦.୦୦ ୧୭. ୧୭/୨୦୧୩-୧୪ ଖଣ୍ଡୁଆପାଳ ମାଙ୍କଡ଼ା ପଥରଖାଦାନ ଟ.୬୪,୫୦୦.୦୦ ୧୮. ୧୮/୨୦୧୩-୧୪ ଅରଡ଼ାପାଳ ମାଙ୍କଡ଼ା ପଥରଖାଦାନ ଟ.୫୨,୫୦୦.୦୦ ୧୯. ୧୯/୨୦୧୩-୧୪ ଶିରିଞ୍ଜିମାଳା ମାଙ୍କଡ଼ାପଥର ଖାଦାନ ଟ.୫୧,୦୦୦.୦୦ ୨୦. ୨୦/୨୦୧୩-୧୪ ଗଡ଼ପାରା ବୋଲଡ଼ର ଖାଦାନ ଟ.୪,୫୧,୫୦୦.୦୦ ୨୧. ୨୧/୨୦୧୩-୧୪ ମହାଦେଇ ମାଙ୍କଡ଼ା ପଥରଖାଦାନ ଟ.୮୦,୯୪୦.୦୦ ୨୨. ୨୨/୨୦୧୩-୧୪ ପାଣ୍ଡରା ବଦାମାଲି ପଥରଖାଦାନ ଟ.୫୪,୨୫୫.୦୦ ୨୩. ୨୩/୨୦୧୩-୧୪ ନିମାପଡ଼ା ଗୋଲା ଖାଦାନ ନଂ-୧ ଟ.୩,୩୮,୧୫୫.୦୦ ୨୪. ୨୪/୨୦୧୩-୧୪ ନିମାପଡ଼ା ଗୋଲା ଖାଦାନ ନଂ-୨ ଟ.୩,୦୧,୧୫୫.୦୦ ୨୫. ୨୫/୨୦୧୩-୧୪ କଳଙ୍ଗିଆ ବୋଲଡ଼ର ଖାଦାନ ଟ.୧,୬୪,୫୦୦.୦୦ ୨୬. ୨୬/୨୦୧୩-୧୪ ସାନପିଙ୍ଗଳ ପଥର ଖାଦାନ ଟ.୫,୭୨,୫୦୦.୦୦ ୨୭. ୨୭/୨୦୧୩-୧୪ ଦମସାଳ ନଦୀ ବାଲି, ବରୁଣ୍ଡା ଟ.୨,୫୦,୦୦୦.୦୦ ୨୮. ୨୮/୨୦୧୩-୧୪ ଜାଗରଡ଼ା ମାଙ୍କଡ଼ା ପଥରଖାଦାନ ଟ.୩,୪୫,୫୦୦.୦୦ ୨୯. ୨୯/୨୦୧୩-୧୪ ଆମରାଡ଼ା ମାଙ୍କଡ଼ା ପଥରଖାଦାନ ଟ.୨,୭୭,୨୯୦.୦୦ ୩୦. ୩୦/୨୦୧୩-୧୪ ଝିଙ୍କିର୍ଗଡ଼ି ମାଙ୍କଡ଼ା ପଥରଖାଦାନ ଟ.୨,୫୦,୪୫୦.୦୦ ୩୧. ୩୧/୨୦୧୩-୧୪ ଚିନ୍ତାପାଳ ବୋଲଡ଼ର ଖାଦାନ ଟ.୧,୪୨,୫୦୦.୦୦ ୩୨. ୩୨/୨୦୧୩-୧୪ ନିମାପଡ଼ା ବୋଲଡ଼ର ଖାଦାନ ନଂ-୧ ଟ.୭,୦୭,୦୦୦.୦୦ ୩୩. ୩୩/୨୦୧୩-୧୪ ନିମାପଡ଼ା ବୋଲଡ଼ର ଖାଦାନ ନଂ-୨ ଟ.୭,୦୭,୦୦୦.୦୦ ୩୪. ୩୪/୨୦୧୩-୧୪ ପିତ୍ରୁଡିହ ମାଙ୍କଡ଼ା ପଥର ଖାଦାନ ନଂ-୧ ଟ.୨,୮୦,୫୭୦.୦୦ ୩୫. ୩୫/୨୦୧୩-୧୪ ପିତ୍ରୁଡିହ ମାଙ୍କଡ଼ା ପଥର ଖାଦାନ ନଂ-୨ ଟ.୨,୭୬,୭୩୦.୦୦ ସ୍ୱା./- ତହସିଲଦାର, ସୁକିନ୍ଦା [944,1108,1492,2314]
table-cell: ୪୫ [148,1486,176,1517]
table-cell: କୁଟିଗାଁ ଘାଟ-B [88,1393,148,1424]
table-cell: ୪.୧୦ [257,1776,288,1807]
column-number: ୧୧ [482,1036,567,1052]
table-cell: ଟ.୧,୬୦୦/- [426,1331,482,1362]
table-cell: ତହସିଲଦାର, ବଲାଙ୍ଗୀର [482,1838,567,1869]
rally-photo [944,69,1304,294]
table-cell: ଭାଲୁପାଲି ଘାଟ-୩ [88,1269,148,1300]
table-row [7,1486,568,1517]
table-cell: ଟ.୧୭,୫୦୦/- [352,1424,426,1455]
table-cell: ୧୨/୧୩-୧୪ [36,1393,88,1424]
table-row [945,1950,1492,1972]
table-cell: ୨୧. [945,1840,994,1862]
table-row [7,1300,568,1331]
table-cell: ତହସିଲଦାର, ବଲାଙ୍ଗୀର [482,1683,567,1714]
table-cell: ନିମାପଡ଼ା ବୋଲଡ଼ର ଖାଦାନ ନଂ-୧ [1118,2082,1362,2104]
table-cell: ୧୦. [945,1598,994,1620]
table-cell: ୧୪ [7,1455,36,1486]
table-cell: ତହସିଲଦାର, ବଲାଙ୍ଗୀର [482,1331,567,1362]
table-cell: ଦୁଙ୍ଗ୍ରିପାଲି [88,1610,148,1652]
table-cell: ୦୪/୧୩-୧୪ [36,1145,88,1176]
table-cell: ବାଘପାଲି ଘାଟ-୩ [88,1114,148,1145]
table-cell: ତହସିଲଦାର, ବଲାଙ୍ଗୀର [482,1114,567,1145]
table-cell: ୫୮ [148,1300,176,1331]
collector-no: No. 354/Estt. [582,552,652,567]
table-cell: ଡୁଙ୍ଗୁରୀ [219,1745,257,1776]
table-cell: ଡୁଙ୍ଗୁରୀ [219,1362,257,1393]
table-cell: ବାଘପାଲି ଘାଟ-୨ [88,1083,148,1114]
column-number: ୧୦ [426,1036,482,1052]
table-cell: ଟ.୫,୫୩,୫୩୦.୦୦ [1362,1664,1491,1686]
story-teachers-rally [944,30,1492,490]
table-row [945,1686,1492,1708]
table-cell: ଟ.୭,୦୦,୫୦୦.୦୦ [1362,1598,1491,1620]
table-cell: ୨୬/୧୩-୧୪ [36,1838,88,1869]
table-cell: ୩୦/୨୦୧୩-୧୪ [994,2038,1118,2060]
table-cell: ୬୮-A [176,1052,218,1083]
collector-heading: ADVERTISEMENT [682,570,828,590]
story4-body: ମୁନିଗୁଡ଼ା, ୨୩।୨ (ଡି.ଏନ.ଏ.)- ରାୟଗଡ଼ା ଜିଲାର ମୁନିଗୁଡ଼ା ବ୍ଲକ ପ୍ରାଥମିକ ଶିକ୍ଷକ ସଂଘ ପକ୍ଷରୁ ପ୍ରାଥମିକ ଶିକ୍ଷକଙ୍କୁ କେନ୍ଦ୍ରୀୟ ହାରରେ ଦରମା ପ୍ରଦାନ କରିବା ଦାବିରେ ସ୍ମାରକପତ୍ର ପ୍ରଦାନ କରାଯାଇଛି। ସଂଘର ସଭାପତି ଓ ସମ୍ପାଦକଙ୍କ ନେତୃତ୍ୱରେ ବହୁ ଶିକ୍ଷକ ଏଥିରେ ଯୋଗ ଦେଇଥିଲେ। [376,424,566,540]
table-header: କ୍ର. ନଂ [7,1011,36,1036]
story-kicker: ବିଷ ପିଇ ବଡମେଡିକାଲରେ ଆଖି ବୁଜିଲେ ପତ୍ନୀ [6,29,404,54]
table-row [7,1776,568,1807]
table-cell: ୨୬ [7,1838,36,1869]
table-cell: ୪. [945,1466,994,1488]
table-cell: ୫.୨୦ [257,1517,288,1548]
table-cell: ୩୫. [945,2148,994,2170]
table-cell: ଟ.୧,୨୦୦/- [426,1207,482,1238]
table-row [945,1488,1492,1510]
list-item: 2. No. of works put to tender : 38 Nos. individual works. [600,1409,928,1424]
table-cell: ୭/୨୦୧୩-୧୪ [994,1532,1118,1554]
table-cell: ୨୭/୨୦୧୩-୧୪ [994,1972,1118,1994]
story-teacher-salary [376,356,566,800]
story3-side: ମଧରେ ଉଲଲେଖ ସଂଘ ସଭାପତି ପ୍ରମୋଦ ପାତ୍ର, ଶିକ୍ଷକ ସଂଘ ସଭାପତି ପ୍ରଶାନ୍ତ କୁମାର ଭୋଇ, ଜିଲା ପ୍ରାଥମିକ ଶିକ୍ଷକ ସଂଘ ସଭାପତି ସୁଦର୍ଶନ ମହାନ୍ତି, ଜିଲା ସମ୍ପାଦକ ଦେବାଶିଷ ସାହୁ ପ୍ରମୁଖ ଶୋଭାଯାତ୍ରାର ନେତୃତ୍ୱ ନେଇଥିଲେ। ଶିକ୍ଷକମାନଙ୍କ ବିଭିନ୍ନ ଦାବି ନେଇ ମୁଖ୍ୟମନ୍ତ୍ରୀଙ୍କ ଉଦ୍ଦେଶ୍ୟରେ ସ୍ମାରକପତ୍ର ପ୍ରଦାନ କରାଯାଇଥିଲା। ଏହି ଅବସରରେ ସଂଘର ସମସ୍ତ ସଦସ୍ୟ ଓ ଶିକ୍ଷକ ଶିକ୍ଷୟିତ୍ରୀମାନେ ଉପସ୍ଥିତ ଥିଲେ। [1312,71,1492,255]
table-cell: ସାଧାରଣ ପଥର [287,1683,352,1714]
table-cell: ବାଲି [287,1869,352,1900]
emblem-icon [14,364,360,402]
table-cell: ୨୪/୨୦୧୩-୧୪ [994,1906,1118,1928]
dateline: ରାୟଗଡ଼ା, ତା୨୪।୨ ୨୦୧୩ରିଖ, ରବିବାର [8,3,236,21]
table-cell: ଗଡ଼ସିଲା ଘାଟ-୧ [88,1455,148,1486]
table-cell: ୨୪୨ [176,1714,218,1745]
table-cell: ଟ.୧୬,୨୪୫.୦୦ [1362,1554,1491,1576]
table-cell: ୩୮ [148,1579,176,1610]
table-cell: ଟ.୨,୭୬,୭୩୦.୦୦ [1362,2148,1491,2170]
table-cell: ୩. [945,1444,994,1466]
table-header: ଘାଟିର ଲେଖ ନମ୍ବର [994,1384,1118,1400]
table-header: ଲଘୁ ଖଣିଜ ଦ୍ରବ୍ୟର ନାମ [287,1011,352,1036]
table-cell: ଟ.୩,୧୦୦/- [426,1517,482,1548]
table-cell: ୫.୦୦ [257,1807,288,1838]
table-cell: ସାଧାରଣ ପଥର [287,1455,352,1486]
table-cell: ୫୪ [148,1052,176,1083]
table-cell: ଡୁଙ୍ଗୁରୀ [219,1393,257,1424]
table-row [945,1576,1492,1598]
table-row [7,1610,568,1652]
story2-body: ମୁନିଗୁଡ଼ା, ୨୩।୨ (ଡି.ଏନ.ଏ.)- ରାୟଗଡ଼ା ଜିଲା ମୁନିଗୁଡ଼ା ତହସିଲ କାର୍ଯ୍ୟାଳୟଠାରେ ଜିଲାପାଳଙ୍କ ଅଭିଯୋଗ ଶୁଣାଣି କାର୍ଯ୍ୟକ୍ରମ ଶନିବାର ଅନୁଷ୍ଠିତ ହୋଇଯାଇଛି। ଏଥିରେ ଜିଲାପାଳ ଶ୍ରୀ ଗୁହରାଜ ପାଢ଼ୀ ଯୋଗଦେଇ ଲୋକଙ୍କ ଅଭିଯୋଗ ଶୁଣିଥିଲେ। ଏହି ଶୁଣାଣିରେ ମୋଟ ୧୫୫ଟି ଅଭିଯୋଗ ଆସିଥିଲା। ଏଥିମଧ୍ୟରୁ ୧୨ଟି ଅଭିଯୋଗର ତୁରନ୍ତ ସମାଧାନ କରାଯାଇଥିବା ବେଳେ ଅବଶିଷ୍ଟ ଅଭିଯୋଗଗୁଡ଼ିକୁ ସମ୍ପୃକ୍ତ ବିଭାଗକୁ ପଠାଯାଇଛି। ଅଧିକାଂଶ ଅଭିଯୋଗ ବାର୍ଦ୍ଧକ୍ୟ ଭତ୍ତା, ଇନ୍ଦିରା ଆବାସ, ଜମି ପଟ୍ଟା, ବିପିଏଲ କାର୍ଡ ଓ ପାନୀୟ ଜଳ ସମସ୍ୟା ସମ୍ପର୍କିତ ଥିଲା। ଏହି ଅବସରରେ ଉପଜିଲାପାଳ, ବିଡିଓ, ତହସିଲଦାର ସମେତ ବିଭିନ୍ନ ବିଭାଗର ଅଧିକାରୀମାନେ ଉପସ୍ଥିତ ରହି ଅଭିଯୋଗଗୁଡ଼ିକର ସମୀକ୍ଷା କରିଥିଲେ। ଜିଲାପାଳ ଅଧିକାରୀମାନଙ୍କୁ ଅଭିଯୋଗର ଶୀଘ୍ର ସମାଧାନ ପାଇଁ ନିର୍ଦ୍ଦେଶ ଦେଇଛନ୍ତି। [574,134,936,336]
table-cell: ୫୪ [148,1176,176,1207]
table-cell: ଟ.୩୨,୦୦୦/- [352,1610,426,1652]
table-cell: ୩.୪୦ [257,1331,288,1362]
table-cell: ୧୩. [945,1664,994,1686]
list-item: 4. Period of Completion : Varies from One Month to Two Months. [600,1440,928,1471]
table-cell: ୧୭/୧୩-୧୪ [36,1548,88,1579]
list-item: 2. For purchase of bidding documents, the dates 24.01.2013 to 25.02.2013 appearing at sl-3 of original notice, may now be read as 24.01.2013 to 06.03.2013. [600,1061,928,1099]
table-cell: ଟ.୩,୬୦୦/- [426,1486,482,1517]
table-cell: ୮. [945,1554,994,1576]
table-cell: ୯. [945,1576,994,1598]
sukinda-title: ତହସିଲ କାର୍ଯ୍ୟାଳୟ, ସୁକିନ୍ଦା [944,1108,1492,1151]
table-cell: ୦୧/୧୩-୧୪ [36,1052,88,1083]
table-cell: ୨୪. [945,1906,994,1928]
table-cell: ୧୭ [7,1548,36,1579]
table-cell: ନଦୀ [219,1052,257,1083]
table-cell: ୩୨ [148,1652,176,1683]
table-row [945,1818,1492,1840]
table-row [945,1510,1492,1532]
table-cell: ଡୁଙ୍ଗୁରୀ [219,1683,257,1714]
dpo-title-1: DISTRICT PROJECT OFFICE [632,1717,877,1737]
table-cell: ନଦୀ [219,1517,257,1548]
table-cell: ୩.୯୦ [257,1176,288,1207]
table-cell: ୫୮ [148,1269,176,1300]
table-cell: ଟ.୧,୭୯,୨୦୦.୦୦ [1362,1686,1491,1708]
table-cell: ଟିକରପଡ଼ା ଘାଟ-୨ [88,1579,148,1610]
table-cell: ଟ.୧୫,୦୦୦/- [352,1238,426,1269]
table-cell: ଟ.୧,୩୫୦/- [426,1269,482,1300]
table-cell: ୨. [945,1422,994,1444]
table-cell: ତହସିଲଦାର, ବଲାଙ୍ଗୀର [482,1238,567,1269]
table-row [7,1714,568,1745]
table-cell: ତହସିଲଦାର, ବଲାଙ୍ଗୀର [482,1455,567,1486]
table-cell: କୁସୁମପିପାଳି ଗୋଡ଼ାଖାଦାନ ନଂ-୨ [1118,1400,1362,1422]
table-cell: ତହସିଲଦାର, ବଲାଙ୍ଗୀର [482,1486,567,1517]
table-cell: ଟ.୭,୦୭,୦୦୦.୦୦ [1362,2082,1491,2104]
column-number: ୯ [352,1036,426,1052]
table-cell: ୩୩. [945,2104,994,2126]
table-cell: ସାଧାରଣ ପଥର [287,1393,352,1424]
table-row [7,1083,568,1114]
table-cell: ୨୦ [7,1652,36,1683]
table-cell: ୩.୦୦ [257,1683,288,1714]
table-cell: ୬୮-B2 [176,1114,218,1145]
table-cell: ୭୧୧ [176,1869,218,1900]
voter-information-ad: ଭୋଟରଙ୍କ ନିମନ୍ତେ ସୂଚନା ଲୋକ ପ୍ରତିନିଧିତ୍ୱ ଅଧିନିୟମ, ୧୯୫୦ ର ଧାରା ୧୭ ଏବଂ ୧୮ ରେ ଥିବା ବ୍ୟବସ୍ଥା ଅନୁଯାୟୀ ପ୍ରତ୍ୟେକ ଯୋଗ୍ୟ ନାଗରିକ କେବଳମାତ୍ର ଗୋଟିଏ ସ୍ଥାନର ଭୋଟର ତାଲିକାରେ ନିଜର ନାମ ଅନ୍ତର୍ଭୁକ୍ତ କରିପାରିବେ। ଓଡ଼ିଶା ମୁଖ୍ୟ ନିର୍ବାଚନ ଅଧିକାରୀଙ୍କ ୱେବସାଇଟ୍ www.ceoorissa.nic.in ରେ "Search Your Name in the Voter List" ମାଧ୍ୟମରେ ଭୋଟରମାନେ ଜିଲ୍ଲାଓାରି, ବିଧାନସଭା ନିର୍ବାଚନ ମଣ୍ଡଳୀଓାରି କିମ୍ବା ଭୋଟର ପରିଚୟ ପତ୍ର ନମ୍ବର ମାଧ୍ୟମରେ ଅନୁସନ୍ଧାନ କରି ନିଜର ଭୋଟ ଗ୍ରହଣ କେନ୍ଦ୍ର ଏବଂ ଭୋଟର ତାଲିକାରେ ନିଜ କ୍ରମିକ ସଂଖ୍ୟା ଜାଣିପାରିବେ। ଯଦି ଆପଣଙ୍କ ନାମ ଭୋଟର ତାଲିକାରେ ଏକାଧିକ ସ୍ଥାନରେ ଅଛି, ତେବେ ଆପଣ ସାଧାରଣ ଭାବେ ବାସ କରୁଥିବା ଗୋଟିଏ ସ୍ଥାନର ଭୋଟର ତାଲିକାରେ ନିଜର ନାମ ରଖି ଅନ୍ୟ ସ୍ଥାନ / ସ୍ଥାନ ଗୁଡ଼ିକର ଭୋଟର ତାଲିକାରୁ ନିଜର ନାମ ବାଦ୍ ଦେବା ନିମନ୍ତେ ଉପରୋକ୍ତ ୱେବସାଇଟ୍ ରେ ଅନ୍-ଲାଇନ୍ ଦରଖାସ୍ତ ଦିଅନ୍ତୁ ଅଥବା ଉପଜିଲାପାଳ କିମ୍ବା ବି.ଏଲ୍.ଓ ଙ୍କ ନିକଟରେ ଫର୍ମ-୭ ରେ ଆବେଦନ କରନ୍ତୁ। ଆବେଦନକାରୀ ମାନଙ୍କୁ ବାହ୍ୟ ସମ୍ବନ୍ଧିୟ ବିବରଣୀ ତାଙ୍କର ମୋବାଇଲ୍ ନଂ/ ଇ-ମେଲ୍ ଦ୍ୱାରା ୭ ଦିନ ମଧ୍ୟରେ ସୂଚିତ କରାଯିବ। ଅଧିକ ଜାଣିବା ନିମନ୍ତେ ନିଶୁଳ୍କ ନଂ ୧୯୫୦ ରେ କାର୍ଯ୍ୟାଳୟ ଦିବସରେ ଯୋଗାଯୋଗ କରିପାରିବେ। 12030/13/0011/1213 ମୁଖ୍ୟ ନିର୍ବାଚନ ଅଧିକାରୀ, ଓଡ଼ିଶା [944,496,1492,1102]
table-cell: ସାଲେଭାଟି ଘାଟ-୨ [88,1517,148,1548]
